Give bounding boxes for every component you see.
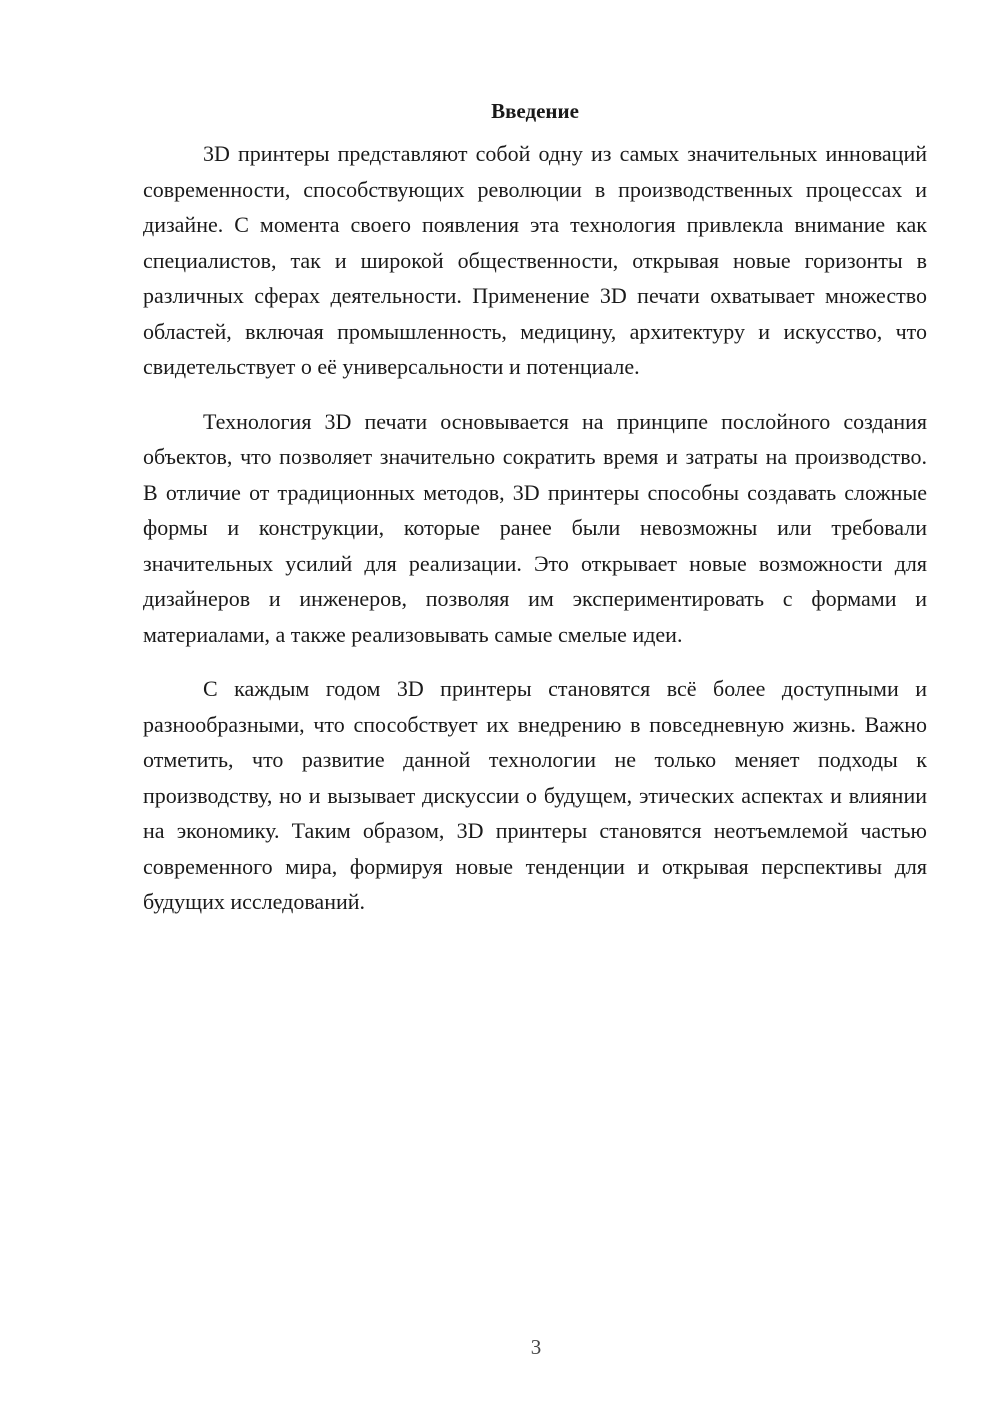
paragraph-3: С каждым годом 3D принтеры становятся всё более доступными и разнообразными, что способствует их внедрению в повседневную жизнь. Важно отметить, что развитие данной технологии не только меняет подходы к производству, но и вызывает дискуссии о будущем, этических аспектах и влиянии на экономику. Таким образом, 3D принтеры становятся неотъемлемой частью современного мира, формируя новые тенденции и открывая перспективы для будущих исследований. — [143, 676, 927, 914]
section-title: Введение — [491, 99, 579, 123]
page-number: 3 — [530, 1335, 542, 1359]
paragraph-2: Технология 3D печати основывается на принципе послойного создания объектов, что позволяет значительно сократить время и затраты на производство. В отличие от традиционных методов, 3D принтеры способны создавать сложные формы и конструкции, которые ранее были невозможны или требовали значительных усилий для реализации. Это открывает новые возможности для дизайнеров и инженеров, позволяя им экспериментировать с формами и материалами, а также реализовывать самые смелые идеи. — [143, 408, 927, 647]
page-content — [143, 96, 927, 920]
paragraph-1: 3D принтеры представляют собой одну из самых значительных инноваций современности, способствующих революции в производственных процессах и дизайне. С момента своего появления эта технология привлекла внимание как специалистов, так и широкой общественности, открывая новые горизонты в различных сферах деятельности. Применение 3D печати охватывает множество областей, включая промышленность, медицину, архитектуру и искусство, что свидетельствует о её универсальности и потенциале. — [143, 141, 927, 379]
